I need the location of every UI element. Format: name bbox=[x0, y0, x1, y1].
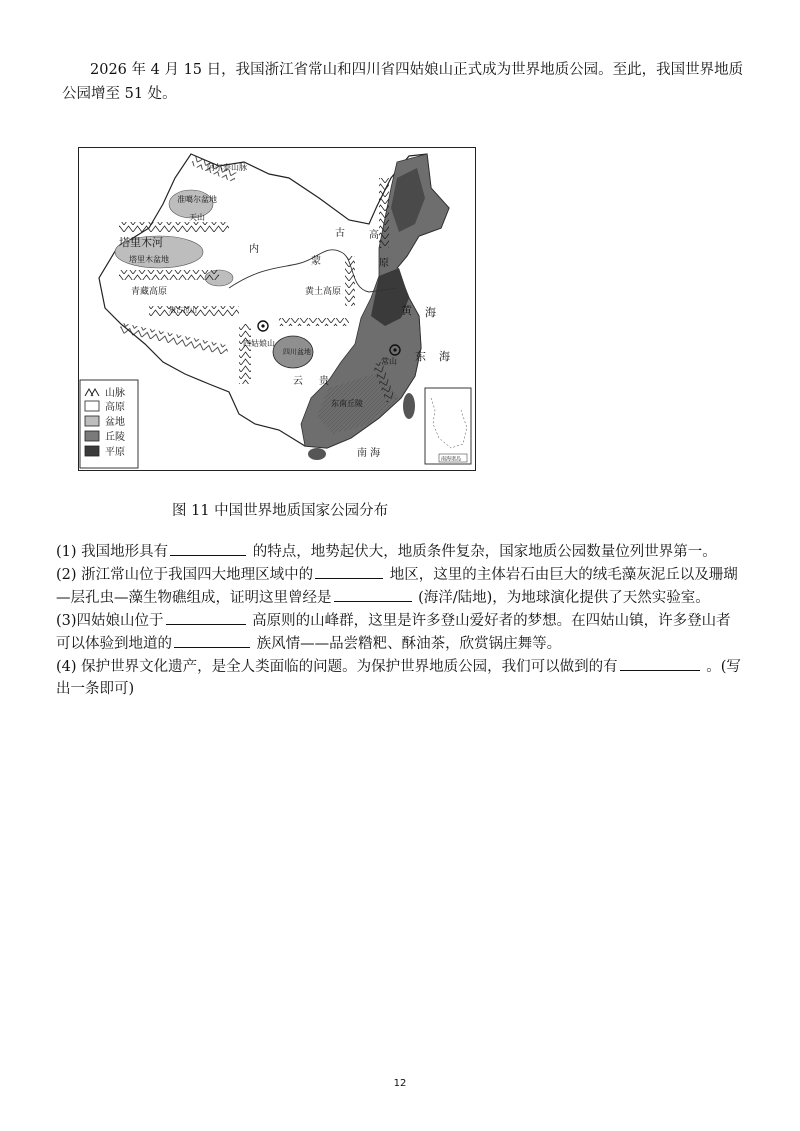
legend-item-basin bbox=[85, 415, 125, 428]
question-4 bbox=[56, 655, 744, 700]
label-yellow-sea: 黄 bbox=[401, 304, 412, 317]
label-altai: 阿尔泰山脉 bbox=[207, 163, 247, 172]
label-loess: 黄土高原 bbox=[305, 287, 342, 297]
south-sea-inset bbox=[425, 388, 471, 464]
question-text: (4) 保护世界文化遗产，是全人类面临的问题。为保护世界地质公园，我们可以做到的有 bbox=[56, 659, 618, 675]
hengduan-mountains bbox=[239, 324, 251, 384]
label-yun: 云 bbox=[293, 376, 303, 387]
greater-khingan-mountains bbox=[379, 178, 389, 248]
question-text: 地区，这里的主体岩石由巨大的绒毛藻灰泥丘以及珊瑚—层孔虫—藻生物礁组成，证明这里曾经是 bbox=[56, 567, 738, 606]
answer-blank[interactable] bbox=[174, 632, 250, 648]
label-inset: 南海诸岛 bbox=[441, 456, 462, 463]
label-tarim-river: 塔里木河 bbox=[119, 236, 163, 249]
question-1 bbox=[56, 540, 744, 563]
label-east-sea: 东 bbox=[415, 350, 426, 363]
question-text: (3)四姑娘山位于 bbox=[56, 613, 164, 629]
label-yuan: 原 bbox=[379, 258, 389, 269]
label-gui: 贵 bbox=[319, 376, 329, 387]
legend-label: 高原 bbox=[105, 402, 125, 413]
legend-label: 丘陵 bbox=[105, 432, 125, 443]
legend-item-hills bbox=[85, 430, 125, 443]
question-text: (1) 我国地形具有 bbox=[56, 544, 169, 560]
question-text: 族风情——品尝糌粑、酥油茶，欣赏锅庄舞等。 bbox=[252, 636, 562, 652]
taiwan-island bbox=[403, 393, 415, 419]
question-text: 的特点，地势起伏大，地质条件复杂，国家地质公园数量位列世界第一。 bbox=[248, 544, 717, 560]
kunlun-mountains bbox=[119, 270, 219, 280]
legend-item-plain bbox=[85, 446, 125, 458]
label-sichuan-basin: 四川盆地 bbox=[283, 348, 311, 356]
answer-blank[interactable] bbox=[170, 540, 246, 556]
legend-label: 盆地 bbox=[105, 417, 125, 428]
legend-label: 山脉 bbox=[105, 388, 125, 399]
label-changshan: 常山 bbox=[381, 357, 397, 366]
answer-blank[interactable] bbox=[334, 586, 412, 602]
label-southeast-hills: 东南丘陵 bbox=[331, 399, 363, 408]
answer-blank[interactable] bbox=[166, 609, 246, 625]
answer-blank[interactable] bbox=[620, 655, 700, 671]
map-legend bbox=[80, 380, 138, 468]
hainan-island bbox=[308, 448, 326, 460]
label-junggar: 准噶尔盆地 bbox=[177, 195, 217, 204]
label-siguniang: 四姑娘山 bbox=[243, 339, 275, 348]
label-tarim-basin: 塔里木盆地 bbox=[129, 255, 169, 264]
question-text: (2) 浙江常山位于我国四大地理区域中的 bbox=[56, 567, 314, 583]
label-mongolia: 蒙 bbox=[311, 256, 321, 267]
question-2 bbox=[56, 563, 744, 609]
qinling-mountains bbox=[279, 318, 349, 326]
label-inner: 内 bbox=[249, 244, 259, 255]
label-tanggula: 唐古拉山 bbox=[169, 306, 197, 314]
page-number: 12 bbox=[393, 1078, 407, 1089]
legend-label: 平原 bbox=[105, 447, 125, 458]
china-geopark-map bbox=[78, 147, 476, 471]
label-yellow-sea-2: 海 bbox=[425, 306, 436, 319]
question-3 bbox=[56, 609, 744, 655]
question-text: 。(写出一条即可) bbox=[56, 659, 741, 697]
question-text: (海洋/陆地)，为地球演化提供了天然实验室。 bbox=[413, 590, 710, 606]
label-east-sea-2: 海 bbox=[439, 350, 450, 363]
label-tianshan: 天山 bbox=[189, 213, 205, 222]
question-text: 高原则的山峰群，这里是许多登山爱好者的梦想。在四姑山镇，许多登山者可以体验到地道的 bbox=[56, 613, 731, 652]
question-list bbox=[56, 540, 744, 700]
map-graphic bbox=[79, 148, 475, 470]
label-south-sea: 南 海 bbox=[357, 448, 381, 459]
answer-blank[interactable] bbox=[315, 563, 383, 579]
figure-caption: 图 11 中国世界地质国家公园分布 bbox=[172, 503, 389, 519]
tianshan-mountains bbox=[119, 222, 229, 232]
legend-item-plateau bbox=[85, 400, 125, 413]
intro-paragraph: 2026 年 4 月 15 日，我国浙江省常山和四川省四姑娘山正式成为世界地质公园。至此，我国世界地质公园增至 51 处。 bbox=[62, 62, 744, 102]
label-gu: 古 bbox=[335, 228, 345, 239]
label-plateau-gao: 高 bbox=[369, 230, 379, 241]
label-qinghai-tibet: 青藏高原 bbox=[131, 287, 168, 297]
